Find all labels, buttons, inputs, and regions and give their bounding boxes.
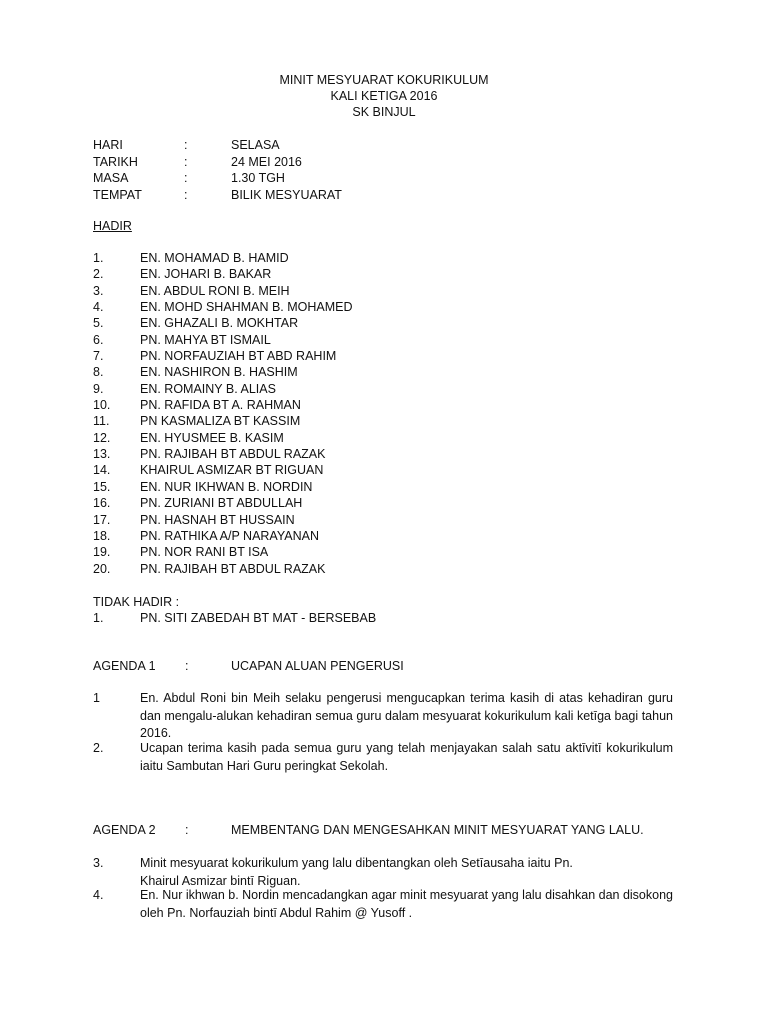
- list-item: [93, 250, 693, 266]
- item-text: [140, 855, 673, 890]
- agenda-title: UCAPAN ALUAN PENGERUSI: [231, 659, 404, 673]
- attendee-name: PN. HASNAH BT HUSSAIN: [140, 512, 295, 527]
- info-label: TARIKH: [93, 154, 138, 169]
- agenda-1-item-1: [93, 690, 673, 744]
- list-number: 20.: [93, 561, 111, 576]
- title-line-1: MINIT MESYUARAT KOKURIKULUM: [279, 73, 489, 87]
- list-item: [93, 381, 693, 397]
- attendee-name: EN. MOHAMAD B. HAMID: [140, 251, 289, 265]
- attendee-name: EN. GHAZALI B. MOKHTAR: [140, 316, 299, 331]
- list-item: [93, 413, 693, 429]
- attendee-name: EN. ROMAINY B. ALIAS: [140, 381, 276, 396]
- list-number: 14.: [93, 463, 111, 478]
- list-item: [93, 364, 693, 380]
- list-item: [93, 610, 693, 626]
- list-number: 17.: [93, 512, 111, 527]
- info-label: MASA: [93, 171, 129, 185]
- info-row-hari: [93, 137, 693, 154]
- list-number: 18.: [93, 528, 111, 543]
- item-text: En. Abdul Roni bin Meih selaku pengerusi mengucapkan terima kasih di atas kehadiran guru dan mengalu-alukan kehadiran semua guru dalam mesyuarat kokurikulum kali ketīga bagi tahun 2016.: [140, 691, 673, 740]
- info-colon: :: [184, 138, 188, 152]
- attendee-name: EN. JOHARI B. BAKAR: [140, 267, 272, 282]
- attendee-name: PN. NORFAUZIAH BT ABD RAHIM: [140, 349, 337, 364]
- agenda-title: MEMBENTANG DAN MENGESAHKAN MINIT MESYUARAT YANG LALU.: [231, 823, 644, 837]
- item-text-line: Khairul Asmizar bintī Riguan.: [140, 873, 301, 888]
- absent-heading: TIDAK HADIR :: [93, 595, 180, 609]
- attendee-name: EN. MOHD SHAHMAN B. MOHAMED: [140, 300, 353, 315]
- list-item: [93, 479, 693, 495]
- info-value: SELASA: [231, 138, 280, 152]
- list-number: 7.: [93, 349, 104, 364]
- list-number: 19.: [93, 545, 111, 560]
- item-text: Ucapan terima kasih pada semua guru yang telah menjayakan salah satu aktīvitī kokurikulum iaitu Sambutan Hari Guru peringkat Sekolah.: [140, 741, 673, 773]
- list-item: [93, 283, 693, 299]
- attendee-name: PN. NOR RANI BT ISA: [140, 545, 269, 560]
- item-text-line: Minit mesyuarat kokurikulum yang lalu dibentangkan oleh Setīausaha iaitu Pn.: [140, 856, 573, 870]
- info-value: 24 MEI 2016: [231, 154, 302, 169]
- list-item: [93, 348, 693, 364]
- info-row-tarikh: [93, 154, 693, 171]
- list-number: 3.: [93, 283, 104, 298]
- list-item: [93, 299, 693, 315]
- list-number: 4.: [93, 300, 104, 315]
- list-number: 6.: [93, 332, 104, 347]
- attendee-name: PN. ZURIANI BT ABDULLAH: [140, 496, 303, 511]
- attendee-name: PN. MAHYA BT ISMAIL: [140, 332, 271, 347]
- list-number: 2.: [93, 267, 104, 282]
- attendee-name: EN. NUR IKHWAN B. NORDIN: [140, 479, 313, 494]
- item-text: En. Nur ikhwan b. Nordin mencadangkan agar minit mesyuarat yang lalu disahkan dan disokong oleh Pn. Norfauziah bintī Abdul Rahim @ Yusoff .: [140, 888, 673, 920]
- agenda-1-heading: [93, 658, 693, 674]
- agenda-2-item-4: [93, 887, 673, 923]
- item-number: 4.: [93, 888, 104, 902]
- info-colon: :: [184, 171, 188, 185]
- list-item: [93, 266, 693, 282]
- list-number: 1.: [93, 611, 104, 625]
- list-item: [93, 397, 693, 413]
- list-number: 11.: [93, 414, 110, 429]
- list-number: 9.: [93, 381, 104, 396]
- attendee-name: PN KASMALIZA BT KASSIM: [140, 414, 301, 429]
- info-value: BILIK MESYUARAT: [231, 187, 342, 202]
- document-title: [0, 72, 768, 120]
- list-number: 13.: [93, 447, 111, 462]
- title-line-3: SK BINJUL: [352, 105, 416, 119]
- list-item: [93, 528, 693, 544]
- item-number: 1: [93, 691, 100, 705]
- title-line-2: KALI KETIGA 2016: [330, 89, 438, 103]
- agenda-1-item-2: [93, 740, 673, 776]
- attendee-name: PN. RAJIBAH BT ABDUL RAZAK: [140, 561, 326, 576]
- meeting-info: [93, 137, 693, 203]
- agenda-2-heading: [93, 822, 693, 838]
- attendee-name: KHAIRUL ASMIZAR BT RIGUAN: [140, 463, 324, 478]
- list-item: [93, 495, 693, 511]
- info-label: HARI: [93, 138, 123, 152]
- item-number: 3.: [93, 856, 104, 870]
- attendance-heading: HADIR: [93, 219, 132, 233]
- info-value: 1.30 TGH: [231, 171, 285, 185]
- attendee-name: PN. RAFIDA BT A. RAHMAN: [140, 398, 301, 413]
- list-item: [93, 332, 693, 348]
- agenda-colon: :: [185, 659, 189, 673]
- list-number: 12.: [93, 430, 111, 445]
- list-item: [93, 512, 693, 528]
- list-number: 8.: [93, 365, 104, 380]
- list-number: 10.: [93, 398, 111, 413]
- list-number: 5.: [93, 316, 104, 331]
- attendee-name: PN. RAJIBAH BT ABDUL RAZAK: [140, 447, 326, 462]
- attendance-list: [93, 250, 693, 577]
- agenda-label: AGENDA 2: [93, 823, 156, 837]
- info-label: TEMPAT: [93, 187, 142, 202]
- info-row-masa: [93, 170, 693, 187]
- agenda-2-item-3: [93, 855, 673, 891]
- list-number: 1.: [93, 251, 104, 265]
- attendee-name: EN. HYUSMEE B. KASIM: [140, 430, 284, 445]
- list-item: [93, 446, 693, 462]
- attendee-name: PN. RATHIKA A/P NARAYANAN: [140, 528, 319, 543]
- list-item: [93, 561, 693, 577]
- list-item: [93, 430, 693, 446]
- agenda-label: AGENDA 1: [93, 659, 156, 673]
- attendee-name: EN. NASHIRON B. HASHIM: [140, 365, 298, 380]
- list-item: [93, 544, 693, 560]
- attendee-name: EN. ABDUL RONI B. MEIH: [140, 283, 290, 298]
- item-number: 2.: [93, 741, 104, 755]
- list-number: 16.: [93, 496, 111, 511]
- info-colon: :: [184, 187, 188, 202]
- list-item: [93, 462, 693, 478]
- list-item: [93, 315, 693, 331]
- agenda-colon: :: [185, 823, 189, 837]
- absentee-name: PN. SITI ZABEDAH BT MAT - BERSEBAB: [140, 611, 377, 625]
- list-number: 15.: [93, 479, 111, 494]
- info-row-tempat: [93, 187, 693, 204]
- info-colon: :: [184, 154, 188, 169]
